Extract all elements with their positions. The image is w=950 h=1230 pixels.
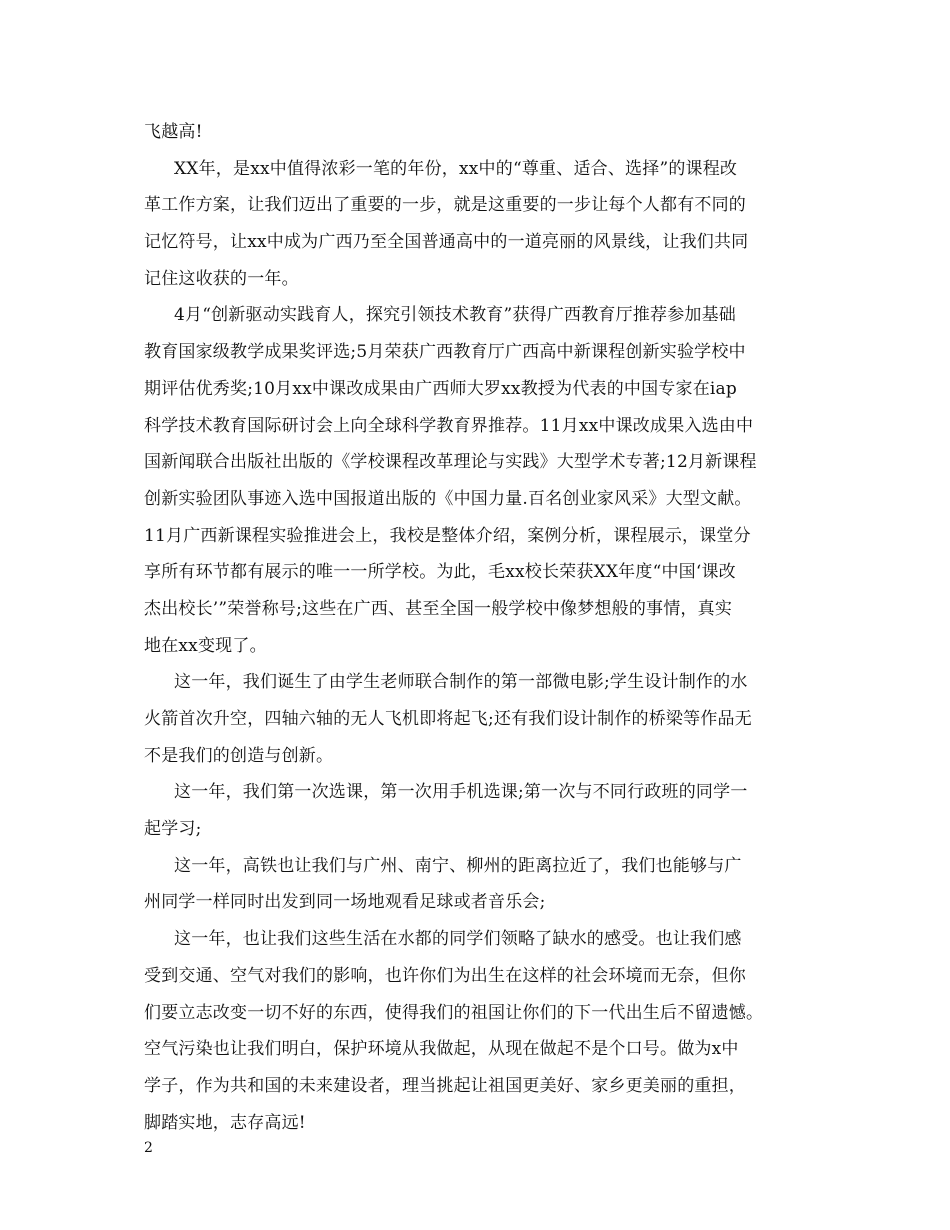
- text-line: 享所有环节都有展示的唯一一所学校。为此，毛xx校长荣获XX年度“中国‘课改: [144, 562, 736, 583]
- page-number: 2: [144, 1140, 153, 1156]
- text-line: 国新闻联合出版社出版的《学校课程改革理论与实践》大型学术专著;12月新课程: [144, 452, 757, 473]
- text-line: 不是我们的创造与创新。: [144, 745, 334, 766]
- text-line: 科学技术教育国际研讨会上向全球科学教育界推荐。11月xx中课改成果入选由中: [144, 415, 754, 436]
- text-line: 学子，作为共和国的未来建设者，理当挑起让祖国更美好、家乡更美丽的重担，: [144, 1075, 746, 1096]
- text-line: 这一年，我们第一次选课，第一次用手机选课;第一次与不同行政班的同学一: [174, 782, 748, 803]
- text-line: 4月“创新驱动实践育人，探究引领技术教育”获得广西教育厅推荐参加基础: [174, 305, 736, 326]
- text-line: 教育国家级教学成果奖评选;5月荣获广西教育厅广西高中新课程创新实验学校中: [144, 342, 746, 363]
- text-line: 11月广西新课程实验推进会上，我校是整体介绍，案例分析，课程展示，课堂分: [144, 525, 751, 546]
- text-line: 创新实验团队事迹入选中国报道出版的《中国力量.百名创业家风采》大型文献。: [144, 488, 752, 509]
- text-line: 记忆符号，让xx中成为广西乃至全国普通高中的一道亮丽的风景线，让我们共同: [144, 232, 749, 253]
- text-line: 火箭首次升空，四轴六轴的无人飞机即将起飞;还有我们设计制作的桥梁等作品无: [144, 709, 752, 729]
- text-line: 革工作方案，让我们迈出了重要的一步，就是这重要的一步让每个人都有不同的: [144, 195, 746, 216]
- text-line: 飞越高!: [144, 122, 203, 142]
- text-line: 起学习;: [144, 819, 202, 840]
- text-line: 杰出校长’”荣誉称号;这些在广西、甚至全国一般学校中像梦想般的事情，真实: [144, 598, 733, 619]
- text-line: 这一年，也让我们这些生活在水都的同学们领略了缺水的感受。也让我们感: [174, 929, 742, 950]
- text-line: 受到交通、空气对我们的影响，也许你们为出生在这样的社会环境而无奈，但你: [144, 965, 746, 986]
- text-line: 脚踏实地，志存高远!: [144, 1112, 306, 1133]
- text-line: 这一年，高铁也让我们与广州、南宁、柳州的距离拉近了，我们也能够与广: [174, 855, 742, 876]
- text-line: 地在xx变现了。: [144, 635, 267, 656]
- text-line: 这一年，我们诞生了由学生老师联合制作的第一部微电影;学生设计制作的水: [174, 672, 748, 693]
- text-line: 州同学一样同时出发到同一场地观看足球或者音乐会;: [144, 892, 546, 913]
- text-line: 期评估优秀奖;10月xx中课改成果由广西师大罗xx教授为代表的中国专家在iap: [144, 378, 737, 399]
- text-line: 空气污染也让我们明白，保护环境从我做起，从现在做起不是个口号。做为x中: [144, 1039, 739, 1060]
- text-line: 们要立志改变一切不好的东西，使得我们的祖国让你们的下一代出生后不留遗憾。: [144, 1002, 764, 1023]
- text-line: 记住这收获的一年。: [144, 268, 299, 289]
- body-text: [144, 114, 834, 1141]
- text-line: XX年，是xx中值得浓彩一笔的年份，xx中的“尊重、适合、选择”的课程改: [174, 158, 738, 179]
